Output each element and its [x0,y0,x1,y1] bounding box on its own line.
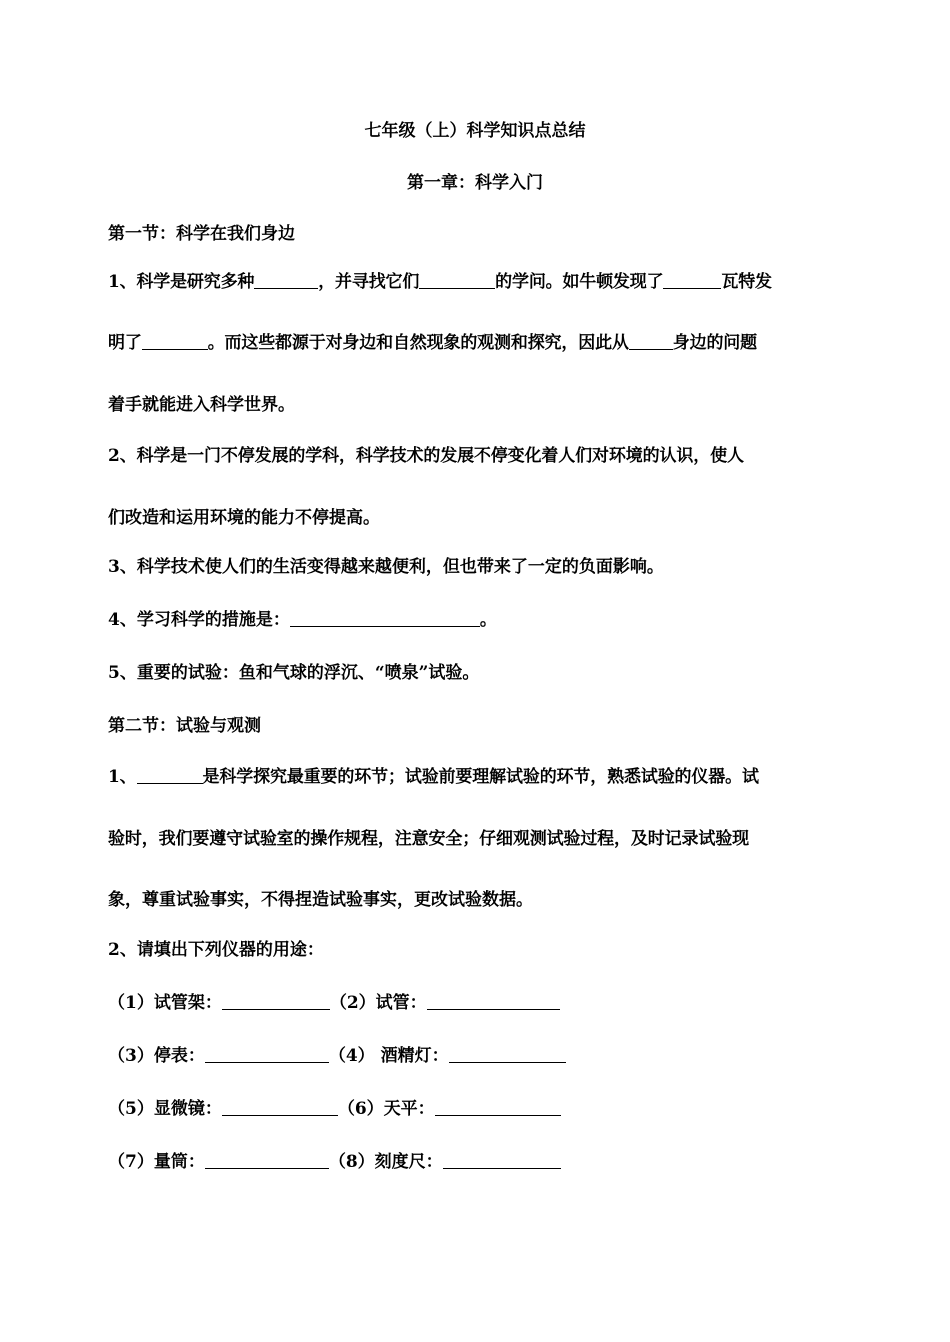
instrument-row: （1）试管架： （2）试管： [108,991,848,1015]
section1-p1-line3: 着手就能进入科学世界。 [108,395,295,415]
fill-blank [443,1151,561,1169]
fill-blank [449,1045,566,1063]
fill-blank [205,1045,329,1063]
section2-p1-line1: 1、 是科学探究最重要的环节；试验前要理解试验的环节，熟悉试验的仪器。试 [108,767,759,787]
section2-heading: 第二节：试验与观测 [108,716,261,736]
fill-blank [427,992,560,1010]
section1-p2-line1: 2、科学是一门不停发展的学科，科学技术的发展不停变化着人们对环境的认识，使人 [108,446,744,466]
section2-p1-line2: 验时，我们要遵守试验室的操作规程，注意安全；仔细观测试验过程，及时记录试验现 [108,829,749,849]
section1-p1-line1: 1、科学是研究多种 ，并寻找它们 的学问。如牛顿发现了 瓦特发 [108,272,772,292]
section2-p2: 2、请填出下列仪器的用途： [108,940,324,960]
section1-p2-line2: 们改造和运用环境的能力不停提高。 [108,508,380,528]
fill-blank [629,332,673,350]
section1-p1-line2: 明了 。而这些都源于对身边和自然现象的观测和探究，因此从 身边的问题 [108,333,757,353]
fill-blank [222,1098,338,1116]
fill-blank [137,766,203,784]
fill-blank [435,1098,561,1116]
fill-blank [142,332,208,350]
fill-blank [254,271,318,289]
instrument-row: （3）停表： （4） 酒精灯： [108,1044,848,1068]
section1-p3: 3、科学技术使人们的生活变得越来越便利，但也带来了一定的负面影响。 [108,557,664,577]
instrument-row: （5）显微镜： （6）天平： [108,1097,848,1121]
fill-blank [663,271,721,289]
fill-blank [419,271,495,289]
fill-blank [222,992,330,1010]
instrument-row: （7）量筒： （8）刻度尺： [108,1150,848,1174]
section1-p4: 4、学习科学的措施是： 。 [108,610,497,630]
chapter-heading: 第一章：科学入门 [407,173,543,193]
section2-p1-line3: 象，尊重试验事实，不得捏造试验事实，更改试验数据。 [108,890,533,910]
document-title: 七年级（上）科学知识点总结 [364,121,586,141]
fill-blank [205,1151,329,1169]
section1-heading: 第一节：科学在我们身边 [108,224,295,244]
section1-p5: 5、重要的试验：鱼和气球的浮沉、“喷泉”试验。 [108,663,480,683]
fill-blank [290,609,480,627]
